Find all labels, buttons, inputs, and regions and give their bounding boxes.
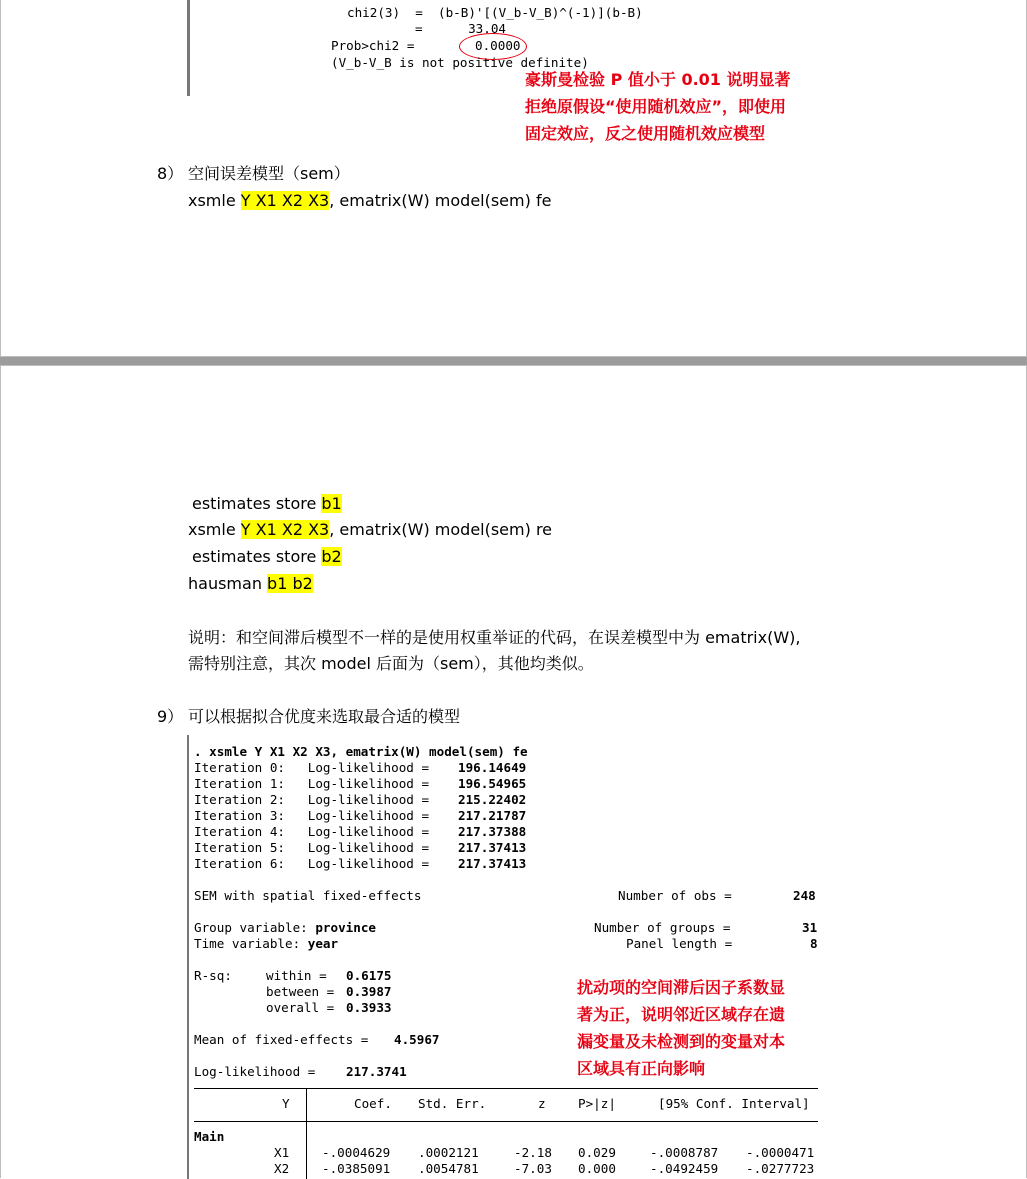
label: Group variable:: [194, 920, 316, 935]
code-estimates-b1: [192, 494, 342, 514]
highlighted-vars: Y X1 X2 X3: [240, 191, 330, 210]
rsq-label: R-sq:: [194, 968, 232, 983]
iteration-value: 196.54965: [458, 776, 527, 791]
within-value: 0.6175: [346, 968, 392, 983]
row-z: -2.18: [514, 1145, 552, 1160]
table-divider: [306, 1089, 307, 1179]
group-variable: [194, 920, 376, 936]
col-header-z: z: [538, 1096, 546, 1111]
highlighted-vars: Y X1 X2 X3: [240, 520, 330, 539]
hausman-prob-label: Prob>chi2 =: [331, 38, 415, 53]
row-z: -7.03: [514, 1161, 552, 1176]
col-header-ci: [95% Conf. Interval]: [658, 1096, 810, 1111]
code-text: xsmle: [188, 520, 241, 539]
hausman-note: (V_b-V_B is not positive definite): [331, 55, 589, 70]
code-text: estimates store: [192, 547, 322, 566]
nobs-label: Number of obs =: [618, 888, 732, 903]
annotation-line: 固定效应，反之使用随机效应模型: [525, 124, 766, 143]
iteration-label: Iteration 0: Log-likelihood =: [194, 760, 430, 775]
code-text: xsmle: [188, 191, 241, 210]
note-line-2: 需特别注意，其次 model 后面为（sem），其他均类似。: [188, 654, 594, 673]
col-header-p: P>|z|: [578, 1096, 616, 1111]
annotation-sem: [577, 974, 785, 1082]
iteration-label: Iteration 4: Log-likelihood =: [194, 824, 430, 839]
annotation-hausman: [525, 66, 791, 147]
panel-value: 8: [810, 936, 818, 951]
iteration-label: Iteration 3: Log-likelihood =: [194, 808, 430, 823]
code-text: , ematrix(W) model(sem) re: [329, 520, 553, 539]
time-variable: [194, 936, 338, 952]
iteration-label: Iteration 2: Log-likelihood =: [194, 792, 430, 807]
annotation-line: 豪斯曼检验 P 值小于 0.01 说明显著: [525, 70, 791, 89]
table-section-main: Main: [194, 1129, 225, 1144]
value: year: [307, 936, 339, 951]
row-var: X2: [274, 1161, 290, 1176]
iteration-value: 217.37413: [458, 856, 527, 871]
step-8-code: [188, 191, 551, 211]
model-title: SEM with spatial fixed-effects: [194, 888, 422, 903]
row-coef: -.0004629: [322, 1145, 391, 1160]
within-label: within =: [266, 968, 327, 983]
iteration-value: 217.21787: [458, 808, 527, 823]
document-page-2: [0, 365, 1027, 1178]
ll-value: 217.3741: [346, 1064, 407, 1079]
iteration-label: Iteration 1: Log-likelihood =: [194, 776, 430, 791]
code-xsmle-re: [188, 520, 552, 540]
overall-label: overall =: [266, 1000, 335, 1015]
row-coef: -.0385091: [322, 1161, 391, 1176]
mean-fe-value: 4.5967: [394, 1032, 440, 1047]
annotation-line: 拒绝原假设“使用随机效应”，即使用: [525, 97, 787, 116]
step-8-number: 8）: [157, 164, 184, 183]
row-ci-low: -.0008787: [650, 1145, 719, 1160]
highlighted-vars: b1 b2: [267, 574, 313, 593]
row-ci-high: -.0277723: [746, 1161, 815, 1176]
document-page-1: [0, 0, 1027, 357]
step-9-title: 可以根据拟合优度来选取最合适的模型: [188, 707, 461, 726]
row-p: 0.000: [578, 1161, 616, 1176]
code-text: , ematrix(W) model(sem) fe: [329, 191, 552, 210]
label: Time variable:: [194, 936, 308, 951]
stata-command: . xsmle Y X1 X2 X3, ematrix(W) model(sem) fe: [194, 744, 528, 759]
code-block-bar: [187, 735, 189, 1179]
iteration-value: 196.14649: [458, 760, 527, 775]
row-ci-high: -.0000471: [746, 1145, 815, 1160]
row-se: .0002121: [418, 1145, 479, 1160]
iteration-value: 215.22402: [458, 792, 527, 807]
panel-label: Panel length =: [626, 936, 733, 951]
row-var: X1: [274, 1145, 290, 1160]
col-header-se: Std. Err.: [418, 1096, 487, 1111]
iteration-value: 217.37413: [458, 840, 527, 855]
highlighted-vars: b2: [321, 547, 342, 566]
iteration-label: Iteration 5: Log-likelihood =: [194, 840, 430, 855]
annotation-line: 扰动项的空间滞后因子系数显: [577, 978, 786, 997]
annotation-line: 漏变量及未检测到的变量对本: [577, 1032, 786, 1051]
ll-label: Log-likelihood =: [194, 1064, 316, 1079]
code-text: estimates store: [192, 494, 322, 513]
hausman-prob-value: 0.0000: [475, 38, 521, 53]
code-estimates-b2: [192, 547, 342, 567]
mean-fe-label: Mean of fixed-effects =: [194, 1032, 369, 1047]
ngroups-value: 31: [802, 920, 818, 935]
ngroups-label: Number of groups =: [594, 920, 731, 935]
iteration-label: Iteration 6: Log-likelihood =: [194, 856, 430, 871]
code-block-bar: [187, 0, 190, 96]
code-text: hausman: [188, 574, 268, 593]
note-line-1: 说明：和空间滞后模型不一样的是使用权重举证的代码，在误差模型中为 ematrix(W),: [188, 628, 801, 647]
row-se: .0054781: [418, 1161, 479, 1176]
nobs-value: 248: [793, 888, 816, 903]
row-ci-low: -.0492459: [650, 1161, 719, 1176]
hausman-chi2-line: chi2(3) = (b-B)'[(V_b-V_B)^(-1)](b-B): [347, 5, 643, 20]
step-9-number: 9）: [157, 707, 184, 726]
overall-value: 0.3933: [346, 1000, 392, 1015]
between-label: between =: [266, 984, 335, 999]
hausman-chi2-value: = 33.04: [415, 21, 506, 36]
step-8-title: 空间误差模型（sem）: [188, 164, 350, 183]
row-p: 0.029: [578, 1145, 616, 1160]
table-top-rule: [194, 1088, 818, 1089]
value: province: [315, 920, 376, 935]
annotation-line: 著为正，说明邻近区域存在遗: [577, 1005, 786, 1024]
highlighted-vars: b1: [321, 494, 342, 513]
annotation-line: 区域具有正向影响: [577, 1059, 706, 1078]
iteration-value: 217.37388: [458, 824, 527, 839]
code-hausman: [188, 574, 313, 594]
between-value: 0.3987: [346, 984, 392, 999]
page-separator: [0, 357, 1027, 365]
col-header-coef: Coef.: [354, 1096, 392, 1111]
col-header-y: Y: [282, 1096, 290, 1111]
table-header-rule: [194, 1121, 818, 1122]
